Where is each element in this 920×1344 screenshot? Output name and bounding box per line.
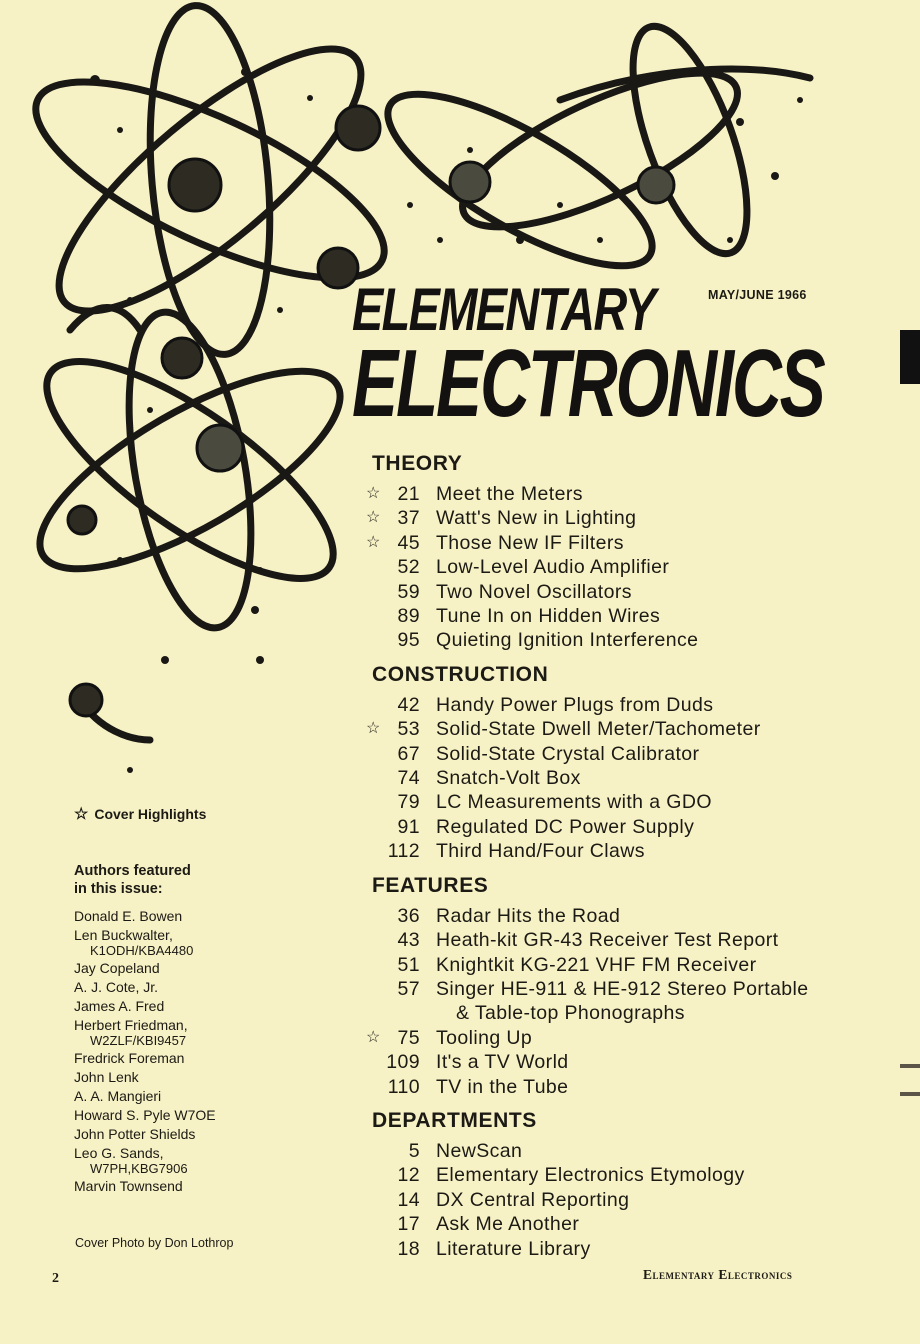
toc-entry[interactable] [366, 1026, 866, 1050]
author-entry [74, 927, 304, 958]
entry-page-number: 37 [397, 507, 420, 530]
toc-entry[interactable] [366, 928, 866, 952]
entry-title-text: Those New IF Filters [436, 531, 624, 554]
entry-page-number: 18 [397, 1237, 420, 1260]
star-icon: ☆ [366, 509, 381, 527]
entry-title [436, 766, 866, 790]
entry-title [436, 580, 866, 604]
author-name: Leo G. Sands, [74, 1145, 164, 1161]
entry-page-number: 91 [397, 815, 420, 838]
entry-title-text: Knightkit KG-221 VHF FM Receiver [436, 953, 757, 976]
title-line-1: ELEMENTARY [352, 276, 655, 343]
entry-title [436, 839, 866, 863]
entry-title [436, 1237, 866, 1261]
toc-section [366, 872, 866, 1099]
author-name: Jay Copeland [74, 960, 160, 976]
entry-page-number: 14 [397, 1188, 420, 1211]
author-entry [74, 1145, 304, 1176]
entry-page-number: 12 [397, 1164, 420, 1187]
edge-mark [900, 1064, 920, 1068]
toc-section [366, 1107, 866, 1261]
entry-page-number: 43 [397, 929, 420, 952]
edge-tab [900, 330, 920, 384]
toc-entry[interactable] [366, 693, 866, 717]
entry-page-number: 45 [397, 531, 420, 554]
entry-title-text: TV in the Tube [436, 1075, 569, 1098]
author-entry [74, 1126, 304, 1143]
magazine-title [352, 276, 920, 437]
entry-title-text: Solid-State Dwell Meter/Tachometer [436, 718, 761, 741]
legend-label: Cover Highlights [94, 806, 207, 822]
star-icon: ☆ [366, 485, 381, 502]
toc-entry[interactable] [366, 1050, 866, 1074]
entry-title-text: Elementary Electronics Etymology [436, 1164, 745, 1187]
toc-entry[interactable] [366, 790, 866, 814]
entry-page-number: 51 [397, 953, 420, 976]
author-name: Howard S. Pyle W7OE [74, 1107, 216, 1123]
toc-entry[interactable] [366, 953, 866, 977]
entry-title [436, 506, 866, 530]
toc-section [366, 450, 866, 653]
entry-title-text: Low-Level Audio Amplifier [436, 556, 670, 579]
author-name: John Potter Shields [74, 1126, 196, 1142]
entry-title-text: Meet the Meters [436, 483, 583, 505]
toc-entry[interactable] [366, 717, 866, 741]
toc-entry[interactable] [366, 904, 866, 928]
toc-entry[interactable] [366, 815, 866, 839]
toc-entry[interactable] [366, 531, 866, 555]
authors-list [74, 908, 304, 1195]
author-name: Fredrick Foreman [74, 1050, 185, 1066]
entry-title-text: Regulated DC Power Supply [436, 815, 695, 838]
author-entry [74, 908, 304, 925]
entry-title-text: Third Hand/Four Claws [436, 840, 645, 863]
toc-entry[interactable] [366, 555, 866, 579]
page-number: 2 [52, 1271, 59, 1286]
entry-page-number: 79 [397, 791, 420, 814]
author-callsign: K1ODH/KBA4480 [90, 943, 194, 958]
toc-entry[interactable] [366, 1212, 866, 1236]
entry-title [436, 555, 866, 579]
author-entry [74, 1178, 304, 1195]
section-heading: CONSTRUCTION [372, 662, 549, 686]
entry-title-text: NewScan [436, 1139, 523, 1162]
entry-title [436, 1139, 866, 1163]
toc-entry[interactable] [366, 839, 866, 863]
entry-page-number: 5 [408, 1139, 420, 1162]
entry-page-number: 67 [397, 742, 420, 765]
entry-title [436, 1075, 866, 1099]
entry-title [436, 977, 866, 1026]
entry-title-text: Singer HE-911 & HE-912 Stereo Portable [436, 977, 809, 1000]
entry-title-text: Handy Power Plugs from Duds [436, 693, 714, 716]
entry-page-number: 74 [397, 767, 420, 790]
entry-title [436, 790, 866, 814]
author-entry [74, 998, 304, 1015]
entry-title-text: LC Measurements with a GDO [436, 791, 712, 814]
toc-entry[interactable] [366, 506, 866, 530]
entry-page-number: 75 [397, 1026, 420, 1049]
author-entry [74, 1107, 304, 1124]
section-heading: FEATURES [372, 873, 489, 897]
author-callsign: W2ZLF/KBI9457 [90, 1033, 187, 1048]
entry-title [436, 742, 866, 766]
author-entry [74, 979, 304, 996]
author-entry [74, 1069, 304, 1086]
toc-entry[interactable] [366, 977, 866, 1026]
authors-heading [74, 862, 304, 898]
entry-page-number: 109 [386, 1051, 420, 1074]
star-icon: ☆ [366, 720, 381, 738]
star-icon: ☆ [74, 806, 89, 823]
entry-title [436, 1212, 866, 1236]
author-name: A. A. Mangieri [74, 1088, 162, 1104]
entry-title [436, 1050, 866, 1074]
entry-page-number: 42 [397, 693, 420, 716]
entry-page-number: 17 [397, 1213, 420, 1236]
toc-entry[interactable] [366, 604, 866, 628]
entry-title-text: Watt's New in Lighting [436, 507, 637, 530]
entry-title-text: Literature Library [436, 1237, 591, 1260]
issue-date: MAY/JUNE 1966 [708, 288, 807, 302]
toc-entry[interactable] [366, 1188, 866, 1212]
author-entry [74, 960, 304, 977]
entry-page-number: 110 [387, 1075, 420, 1098]
toc-entry[interactable] [366, 1237, 866, 1261]
entry-title [436, 928, 866, 952]
entry-page-number: 59 [397, 580, 420, 603]
authors-heading-line-2: in this issue: [74, 881, 163, 897]
sidebar [74, 804, 304, 1197]
entry-title [436, 604, 866, 628]
author-name: Herbert Friedman, [74, 1017, 188, 1033]
author-entry [74, 1088, 304, 1105]
entry-page-number: 36 [397, 904, 420, 927]
entry-title [436, 628, 866, 652]
entry-title [436, 717, 866, 741]
table-of-contents [366, 450, 866, 1269]
entry-title-text: Two Novel Oscillators [436, 580, 632, 603]
entry-title-continuation: & Table-top Phonographs [456, 1002, 685, 1025]
cover-highlights-legend [74, 804, 304, 824]
toc-entry[interactable] [366, 1139, 866, 1163]
entry-page-number: 57 [397, 977, 420, 1000]
toc-entry[interactable] [366, 1163, 866, 1187]
entry-page-number: 52 [397, 556, 420, 579]
toc-entry[interactable] [366, 742, 866, 766]
author-callsign: W7PH,KBG7906 [90, 1161, 188, 1176]
star-icon: ☆ [366, 1028, 381, 1046]
section-heading: THEORY [372, 452, 463, 475]
entry-title [436, 953, 866, 977]
star-icon: ☆ [366, 533, 381, 551]
author-entry [74, 1050, 304, 1067]
author-name: Len Buckwalter, [74, 927, 173, 943]
entry-title [436, 693, 866, 717]
entry-title [436, 1163, 866, 1187]
toc-entry[interactable] [366, 580, 866, 604]
entry-title-text: Tune In on Hidden Wires [436, 605, 661, 628]
entry-title-text: It's a TV World [436, 1051, 569, 1074]
edge-mark [900, 1092, 920, 1096]
entry-title-text: Snatch-Volt Box [436, 767, 581, 790]
entry-title-text: Quieting Ignition Interference [436, 629, 699, 652]
authors-heading-line-1: Authors featured [74, 863, 191, 879]
entry-title [436, 815, 866, 839]
entry-page-number: 21 [397, 483, 420, 505]
toc-section [366, 661, 866, 864]
toc-entry[interactable] [366, 1075, 866, 1099]
entry-title [436, 1188, 866, 1212]
author-name: James A. Fred [74, 998, 165, 1014]
entry-page-number: 53 [397, 718, 420, 741]
entry-title-text: Tooling Up [436, 1026, 533, 1049]
author-name: Donald E. Bowen [74, 908, 183, 924]
entry-title [436, 531, 866, 555]
running-head: Elementary Electronics [643, 1267, 793, 1282]
entry-title-text: Radar Hits the Road [436, 904, 621, 927]
entry-title-text: DX Central Reporting [436, 1188, 630, 1211]
entry-title-text: Solid-State Crystal Calibrator [436, 742, 700, 765]
author-name: John Lenk [74, 1069, 139, 1085]
author-entry [74, 1017, 304, 1048]
entry-title-text: Heath-kit GR-43 Receiver Test Report [436, 929, 779, 952]
entry-page-number: 112 [387, 840, 420, 863]
section-heading: DEPARTMENTS [372, 1108, 537, 1132]
entry-page-number: 95 [397, 629, 420, 652]
author-name: Marvin Townsend [74, 1178, 183, 1194]
entry-title [436, 1026, 866, 1050]
entry-page-number: 89 [397, 605, 420, 628]
toc-entry[interactable] [366, 482, 866, 506]
toc-entry[interactable] [366, 628, 866, 652]
entry-title-text: Ask Me Another [436, 1213, 580, 1236]
toc-entry[interactable] [366, 766, 866, 790]
entry-title [436, 904, 866, 928]
cover-photo-credit: Cover Photo by Don Lothrop [75, 1236, 234, 1250]
entry-title [436, 482, 866, 506]
author-name: A. J. Cote, Jr. [74, 979, 159, 995]
title-line-2: ELECTRONICS [352, 330, 824, 437]
